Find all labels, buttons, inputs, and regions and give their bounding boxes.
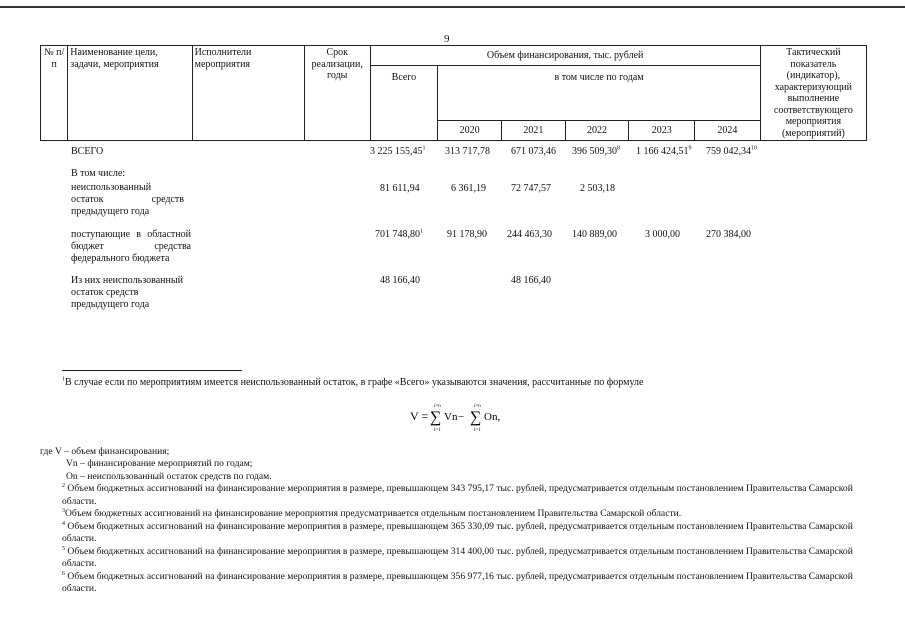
header-col-num: № п/п: [41, 46, 68, 141]
where-v: где V – объем финансирования;: [40, 446, 170, 457]
row-total-2022: 396 509,30$^8$: [572, 145, 620, 157]
where-vn: Vn – финансирование мероприятий по годам;: [66, 458, 253, 470]
header-year-2022: 2022: [565, 121, 629, 141]
table-header: [40, 45, 867, 141]
row-of-which-sum: 48 166,40: [380, 275, 420, 286]
header-col-years-group: в том числе по годам: [438, 66, 760, 121]
formula-vn: Vn: [444, 411, 458, 423]
footnote-6: $^6$ Объем бюджетных ассигнований на финансирование мероприятия в размере, превышающем 356 977,16 тыс. рублей, предусматривается отдельным постановлением Правительства Самарской области.: [62, 570, 853, 595]
footnote-2: $^2$ Объем бюджетных ассигнований на финансирование мероприятия в размере, превышающем 343 795,17 тыс. рублей, предусматривается отдельным постановлением Правительства Самарской области.: [62, 483, 853, 507]
header-col-indicator: Тактический показатель (индикатор), характеризующий выполнение соответствующего мероприятия (мероприятий): [760, 46, 866, 141]
row-federal-2024: 270 384,00: [706, 229, 751, 240]
header-year-2024: 2024: [695, 121, 761, 141]
row-total-2024: 759 042,34$^{10}$: [706, 145, 757, 157]
row-unused-2021: 72 747,57: [511, 183, 551, 194]
formula: [410, 400, 520, 437]
footnote-1: $^1$В случае если по мероприятиям имеется неиспользованный остаток, в графе «Всего» указываются значения, рассчитанные по формуле: [62, 376, 644, 388]
page-top-edge: [0, 6, 905, 8]
formula-sum2-top: i=n: [474, 404, 481, 409]
row-total-2020: 313 717,78: [445, 146, 490, 157]
row-unused-2020: 6 361,19: [451, 183, 486, 194]
row-federal-2021: 244 463,30: [507, 229, 552, 240]
row-including-label: В том числе:: [71, 168, 126, 179]
formula-sigma-1: ∑: [430, 409, 442, 426]
formula-minus: −: [458, 411, 465, 423]
footnote-separator: [62, 370, 242, 371]
where-on: On – неиспользованный остаток средств по годам.: [66, 470, 272, 482]
header-col-exec: Исполнители мероприятия: [192, 46, 304, 141]
header-col-volume: Объем финансирования, тыс. рублей: [370, 46, 760, 66]
row-total-label: ВСЕГО: [71, 146, 104, 157]
row-unused-2022: 2 503,18: [580, 183, 615, 194]
footnotes-block: [40, 446, 870, 596]
formula-svg: [410, 400, 520, 434]
formula-on: On,: [484, 411, 501, 423]
footnote-4: $^4$ Объем бюджетных ассигнований на финансирование мероприятия в размере, превышающем 365 330,09 тыс. рублей, предусматривается отдельным постановлением Правительства Самарской области.: [62, 520, 853, 545]
row-federal-sum: 701 748,80$^1$: [375, 228, 423, 240]
header-col-total: Всего: [370, 66, 438, 141]
row-federal-label: поступающие в областной бюджет средства федерального бюджета: [71, 229, 191, 264]
footnote-5: $^5$ Объем бюджетных ассигнований на финансирование мероприятия в размере, превышающем 314 400,00 тыс. рублей, предусматривается отдельным постановлением Правительства Самарской области.: [62, 545, 853, 570]
header-year-2020: 2020: [438, 121, 502, 141]
formula-sigma-2: ∑: [470, 409, 482, 426]
row-of-which-label: Из них неиспользованный остаток средств предыдущего года: [71, 275, 183, 310]
header-col-term: Срок реализации, годы: [304, 46, 370, 141]
formula-sum2-bottom: i=1: [474, 428, 481, 433]
page-number: 9: [444, 33, 450, 45]
footnote-3: $^3$Объем бюджетных ассигнований на финансирование мероприятия предусматривается отдельным постановлением Правительства Самарской области.: [62, 508, 682, 520]
header-year-2023: 2023: [629, 121, 695, 141]
header-year-2021: 2021: [501, 121, 565, 141]
formula-lhs: V =: [410, 409, 429, 423]
header-col-name: Наименование цели, задачи, мероприятия: [68, 46, 192, 141]
row-federal-2022: 140 889,00: [572, 229, 617, 240]
formula-sum1-bottom: i=1: [434, 428, 441, 433]
formula-sum1-top: i=n: [434, 404, 441, 409]
row-of-which-2021: 48 166,40: [511, 275, 551, 286]
row-federal-2020: 91 178,90: [447, 229, 487, 240]
row-total-2023: 1 166 424,51$^9$: [636, 145, 692, 157]
row-federal-2023: 3 000,00: [645, 229, 680, 240]
row-unused-sum: 81 611,94: [380, 183, 420, 194]
row-total-sum: 3 225 155,45$^1$: [370, 145, 426, 157]
row-unused-label: неиспользованный остаток средств предыдущего года: [71, 182, 184, 217]
row-total-2021: 671 073,46: [511, 146, 556, 157]
